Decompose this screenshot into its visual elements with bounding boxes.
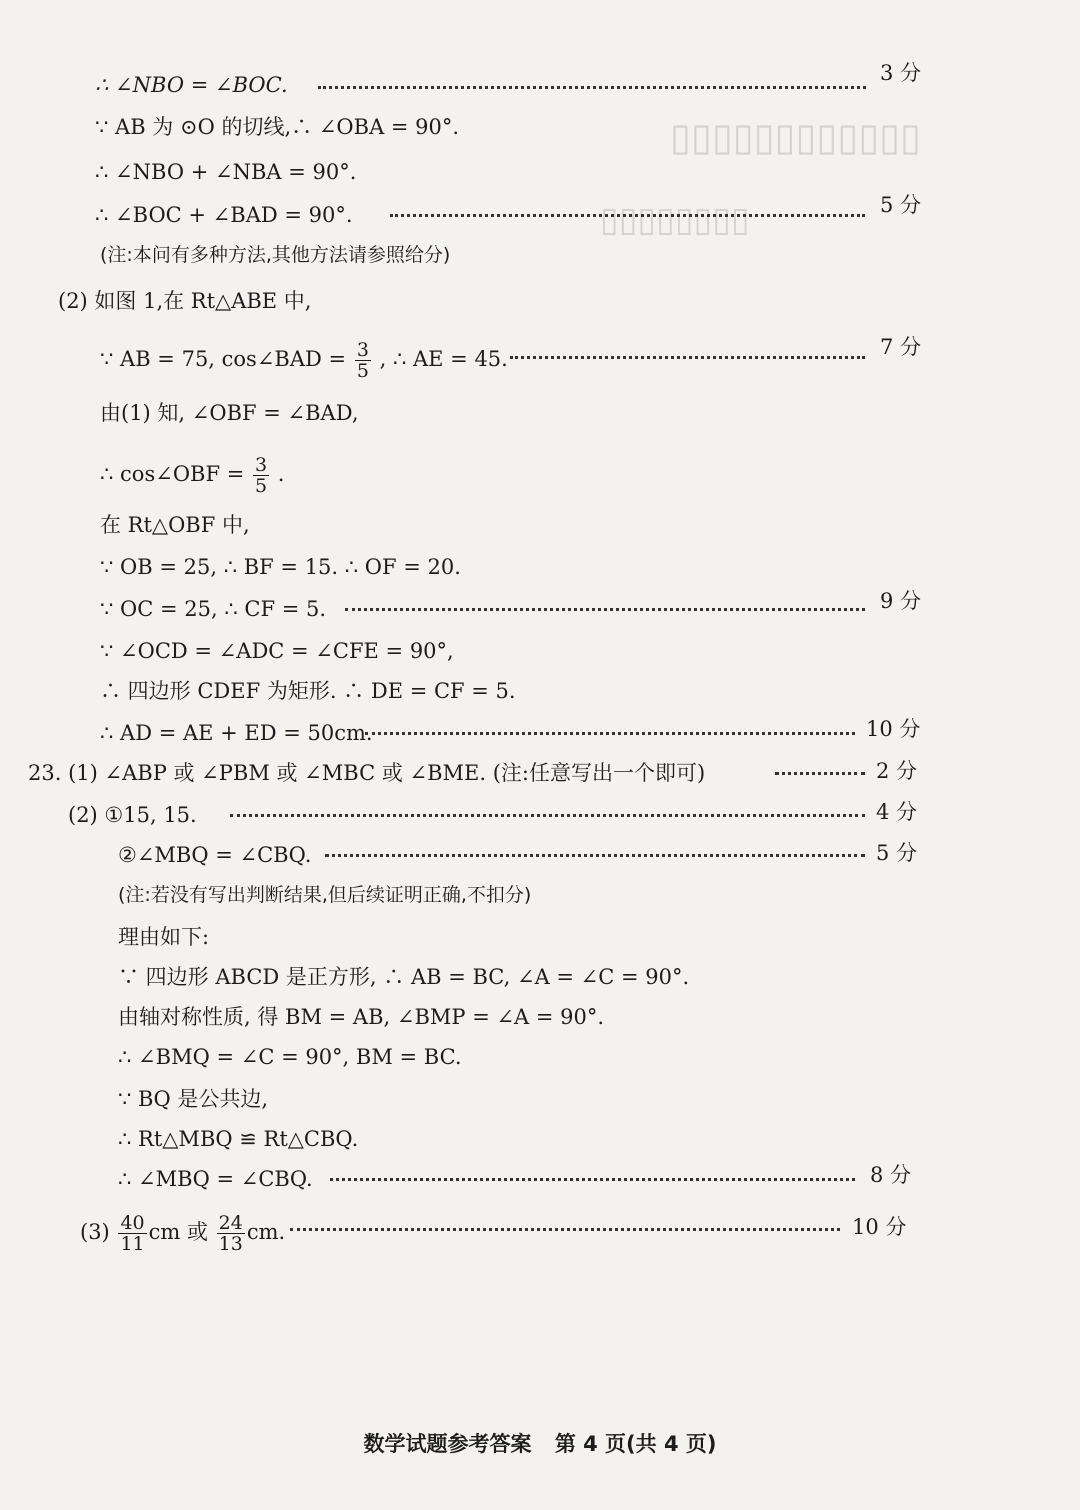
line-q23-part2-2: ②∠MBQ = ∠CBQ. <box>118 843 312 867</box>
line-reason-heading: 理由如下: <box>118 925 210 949</box>
fraction-40-11 <box>118 1213 146 1254</box>
line-oc-cf: ∵ OC = 25, ∴ CF = 5. <box>100 597 326 621</box>
score-8: 8 分 <box>870 1163 912 1187</box>
score-7: 7 分 <box>880 335 922 359</box>
line-rectangle: ∴ 四边形 CDEF 为矩形. ∴ DE = CF = 5. <box>100 679 516 703</box>
leader-dots <box>510 356 865 359</box>
line-q23-part1: 23. (1) ∠ABP 或 ∠PBM 或 ∠MBC 或 ∠BME. (注:任意写出一个即可) <box>28 761 706 785</box>
line-q23-part2-1: (2) ①15, 15. <box>68 803 197 827</box>
line-bmq-c: ∴ ∠BMQ = ∠C = 90°, BM = BC. <box>118 1045 462 1069</box>
page-footer <box>0 1428 1080 1458</box>
line-tangent: ∵ AB 为 ⊙O 的切线,∴ ∠OBA = 90°. <box>95 115 460 139</box>
part3-label: (3) <box>80 1220 110 1244</box>
fraction-numerator: 40 <box>120 1212 145 1234</box>
score-2: 2 分 <box>876 759 918 783</box>
leader-dots <box>318 86 866 89</box>
line-mbq-cbq: ∴ ∠MBQ = ∠CBQ. <box>118 1167 313 1191</box>
fraction-numerator: 24 <box>218 1212 243 1234</box>
score-3: 3 分 <box>880 61 922 85</box>
fraction-numerator: 3 <box>255 454 268 476</box>
cos-bad-text: ∵ AB = 75, cos∠BAD = <box>100 347 347 371</box>
line-triangle-obf: 在 Rt△OBF 中, <box>100 513 250 537</box>
line-obf-bad: 由(1) 知, ∠OBF = ∠BAD, <box>100 401 359 425</box>
fraction-denominator: 5 <box>255 475 268 497</box>
fraction-denominator: 13 <box>218 1233 243 1255</box>
note-multiple-methods: (注:本问有多种方法,其他方法请参照给分) <box>100 244 451 266</box>
line-nbo-boc: ∴ ∠NBO = ∠BOC. <box>95 73 288 97</box>
bleed-through-heading: ▯▯▯▯▯▯▯▯▯▯▯▯ <box>670 115 921 159</box>
leader-dots <box>290 1228 840 1231</box>
line-cos-bad <box>100 339 508 382</box>
leader-dots <box>345 608 865 611</box>
fraction-denominator: 11 <box>120 1233 145 1255</box>
fraction-numerator: 3 <box>356 339 369 361</box>
score-5: 5 分 <box>880 193 922 217</box>
note-no-deduction: (注:若没有写出判断结果,但后续证明正确,不扣分) <box>118 884 532 906</box>
line-nbo-nba: ∴ ∠NBO + ∠NBA = 90°. <box>95 160 357 184</box>
leader-dots <box>230 814 865 817</box>
line-boc-bad: ∴ ∠BOC + ∠BAD = 90°. <box>95 203 353 227</box>
period: . <box>277 462 285 486</box>
fraction-denominator: 5 <box>356 360 369 382</box>
cm-text: cm. <box>246 1220 286 1244</box>
leader-dots <box>775 772 865 775</box>
score-5: 5 分 <box>876 841 918 865</box>
score-9: 9 分 <box>880 589 922 613</box>
line-ad-result: ∴ AD = AE + ED = 50cm. <box>100 721 373 745</box>
footer-title: 数学试题参考答案 <box>363 1432 532 1456</box>
leader-dots <box>365 732 855 735</box>
line-cos-obf <box>100 454 285 497</box>
leader-dots <box>330 1178 855 1181</box>
line-right-angles: ∵ ∠OCD = ∠ADC = ∠CFE = 90°, <box>100 639 454 663</box>
line-square: ∵ 四边形 ABCD 是正方形, ∴ AB = BC, ∠A = ∠C = 90°. <box>118 965 690 989</box>
line-congruent: ∴ Rt△MBQ ≌ Rt△CBQ. <box>118 1127 359 1151</box>
line-symmetry: 由轴对称性质, 得 BM = AB, ∠BMP = ∠A = 90°. <box>118 1005 605 1029</box>
footer-page-number: 第 4 页(共 4 页) <box>554 1432 717 1456</box>
fraction-24-13 <box>217 1213 245 1254</box>
line-ob-bf-of: ∵ OB = 25, ∴ BF = 15. ∴ OF = 20. <box>100 555 461 579</box>
fraction-three-fifths <box>355 340 371 381</box>
line-part2-intro: (2) 如图 1,在 Rt△ABE 中, <box>58 289 312 313</box>
score-10: 10 分 <box>866 717 921 741</box>
line-common-side: ∵ BQ 是公共边, <box>118 1087 269 1111</box>
fraction-three-fifths <box>253 455 269 496</box>
line-q23-part3 <box>80 1212 286 1255</box>
cm-or-text: cm 或 <box>148 1220 208 1244</box>
leader-dots <box>390 214 865 217</box>
cos-obf-text: ∴ cos∠OBF = <box>100 462 245 486</box>
score-4: 4 分 <box>876 800 918 824</box>
ae-value-text: , ∴ AE = 45. <box>379 347 508 371</box>
leader-dots <box>325 854 865 857</box>
bleed-through-subheading: ▯▯▯▯▯▯▯▯ <box>600 200 750 240</box>
score-10: 10 分 <box>852 1215 907 1239</box>
